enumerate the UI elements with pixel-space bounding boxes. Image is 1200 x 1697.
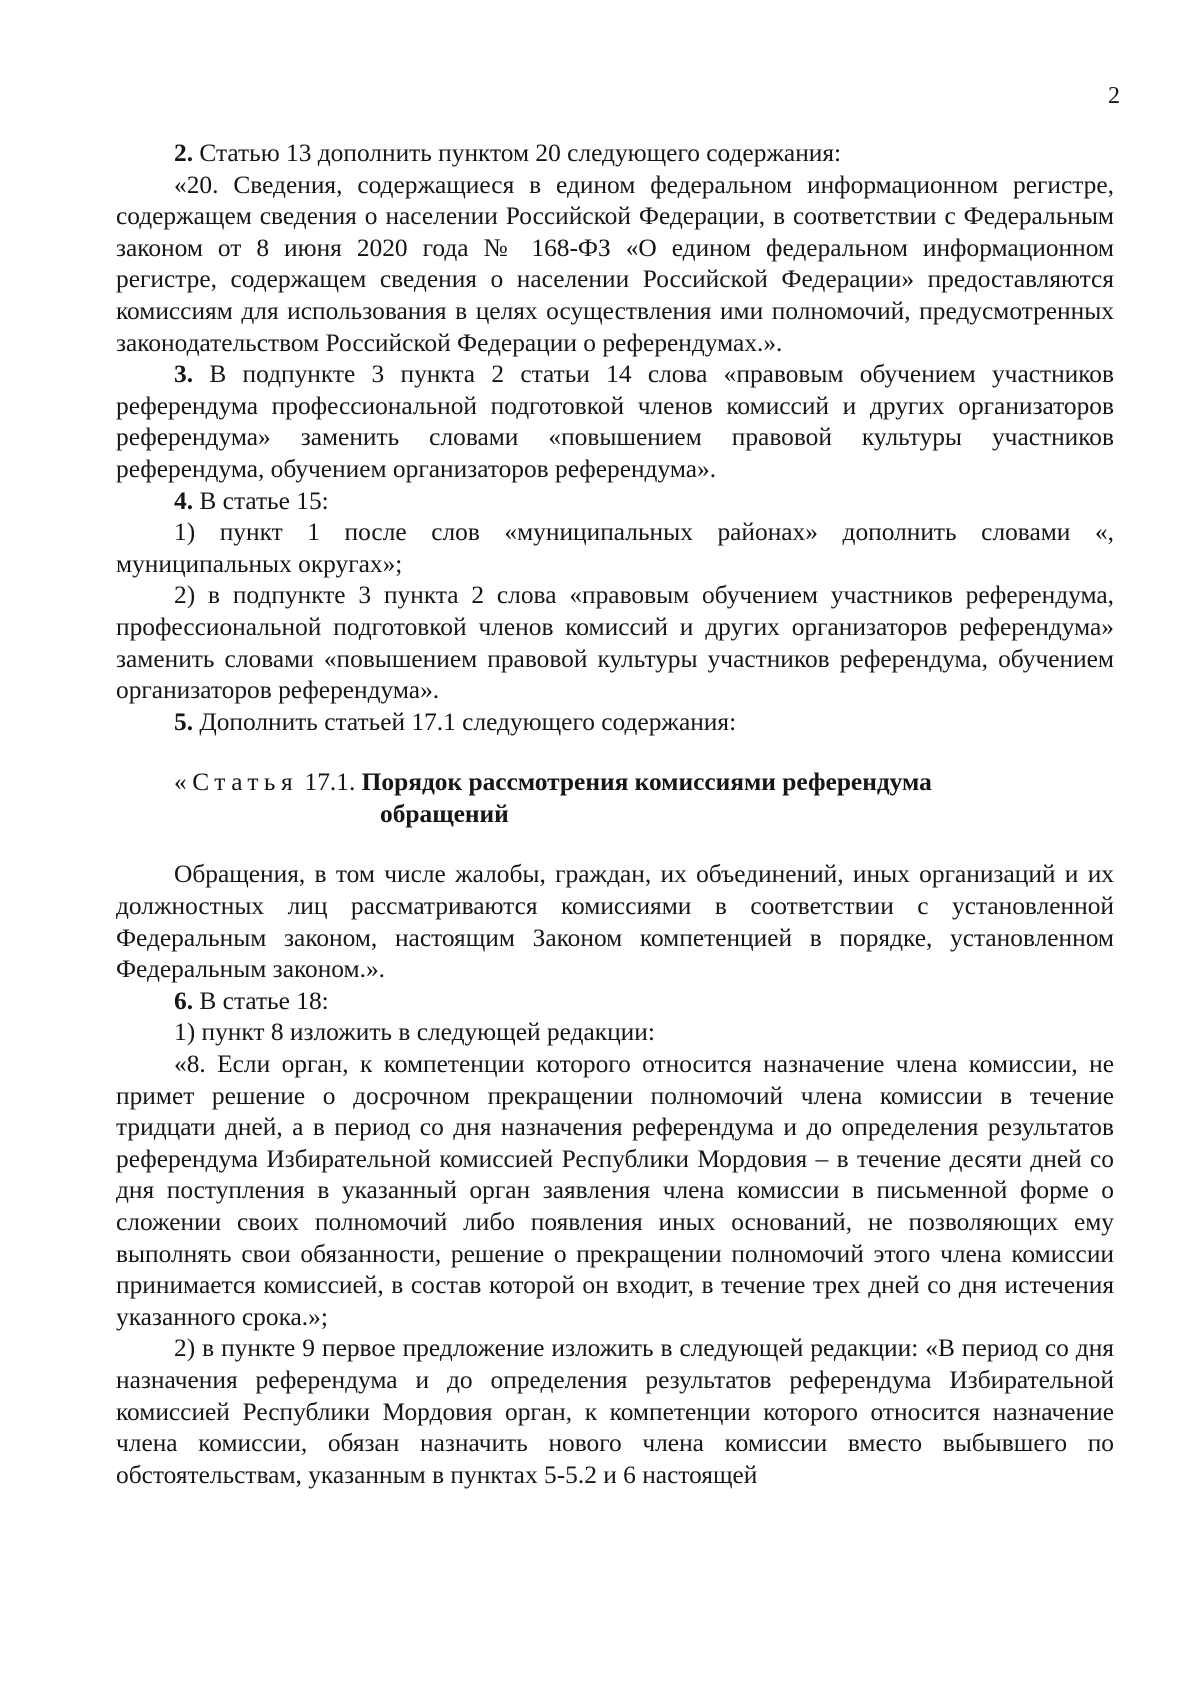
- paragraph: [116, 580, 1114, 706]
- paragraph-text: 2) в подпункте 3 пункта 2 слова «правовым обучением участников референдума, профессиональной подготовкой членов комиссий и других организаторов референдума» заменить словами «повышением правовой культуры участников референдума, обучением организаторов референдума».: [116, 581, 1114, 705]
- paragraph: [116, 517, 1114, 580]
- paragraph-text: «20. Сведения, содержащиеся в едином федеральном информационном регистре, содержащем сведения о населении Российской Федерации, в соответствии с Федеральным законом от 8 июня 2020 года № 168-ФЗ «О едином федеральном информационном регистре, содержащем сведения о населении Российской Федерации» предоставляются комиссиям для использования в целях осуществления ими полномочий, предусмотренных законодательством Российской Федерации о референдумах.».: [116, 170, 1114, 357]
- paragraph-text: 2) в пункте 9 первое предложение изложить в следующей редакции: «В период со дня назначения референдума и до определения результатов референдума Избирательной комиссией Республики Мордовия орган, к компетенции которого относится назначение члена комиссии, обязан назначить нового члена комиссии вместо выбывшего по обстоятельствам, указанным в пунктах 5-5.2 и 6 настоящей: [116, 1334, 1114, 1489]
- paragraph-text: 1) пункт 1 после слов «муниципальных районах» дополнить словами «, муниципальных округах»;: [116, 518, 1114, 578]
- article-title-line2: обращений: [380, 799, 509, 828]
- paragraph: [116, 1017, 1114, 1049]
- paragraph-number: 3.: [174, 360, 194, 389]
- paragraph-text: Обращения, в том числе жалобы, граждан, их объединений, иных организаций и их должностных лиц рассматриваются комиссиями в соответствии с установленной Федеральным законом, настоящим Законом компетенцией в порядке, установленном Федеральным законом.».: [116, 860, 1114, 984]
- paragraph-text: В статье 18:: [193, 986, 329, 1015]
- article-heading: [116, 767, 1114, 830]
- paragraph-number: 2.: [174, 139, 194, 167]
- paragraph-text: Статью 13 дополнить пунктом 20 следующего содержания:: [193, 139, 842, 167]
- paragraph: [116, 1049, 1114, 1333]
- paragraph: [116, 170, 1114, 360]
- paragraph-text: 1) пункт 8 изложить в следующей редакции:: [174, 1018, 655, 1047]
- paragraph-number: 4.: [174, 486, 194, 515]
- document-body: [116, 138, 1114, 1491]
- paragraph: [116, 359, 1114, 485]
- paragraph: [116, 859, 1114, 985]
- paragraph-text: Дополнить статьей 17.1 следующего содержания:: [193, 707, 737, 736]
- paragraph: [116, 138, 1114, 170]
- paragraph-group-after-article: [116, 859, 1114, 1491]
- article-prefix: «Статья: [174, 768, 299, 797]
- paragraph-text: В подпункте 3 пункта 2 статьи 14 слова «правовым обучением участников референдума профессиональной подготовкой членов комиссий и других организаторов референдума» заменить словами «повышением правовой культуры участников референдума, обучением организаторов референдума».: [116, 360, 1114, 483]
- paragraph-group-before-article: [116, 138, 1114, 738]
- paragraph: [116, 1333, 1114, 1491]
- paragraph-text: «8. Если орган, к компетенции которого относится назначение члена комиссии, не примет решение о досрочном прекращении полномочий члена комиссии в течение тридцати дней, а в период со дня назначения референдума и до определения результатов референдума Избирательной комиссией Республики Мордовия – в течение десяти дней со дня поступления в указанный орган заявления члена комиссии в письменной форме о сложении своих полномочий либо появления иных оснований, не позволяющих ему выполнять свои обязанности, решение о прекращении полномочий этого члена комиссии принимается комиссией, в состав которой он входит, в течение трех дней со дня истечения указанного срока.»;: [116, 1050, 1114, 1331]
- paragraph-number: 5.: [174, 707, 194, 736]
- article-title-line1: Порядок рассмотрения комиссиями референдума: [361, 768, 932, 797]
- paragraph-number: 6.: [174, 986, 194, 1015]
- paragraph: [116, 486, 1114, 518]
- paragraph: [116, 986, 1114, 1018]
- paragraph-text: В статье 15:: [193, 486, 329, 515]
- page-number: 2: [1108, 83, 1120, 109]
- article-number: 17.1.: [298, 768, 362, 797]
- paragraph: [116, 707, 1114, 739]
